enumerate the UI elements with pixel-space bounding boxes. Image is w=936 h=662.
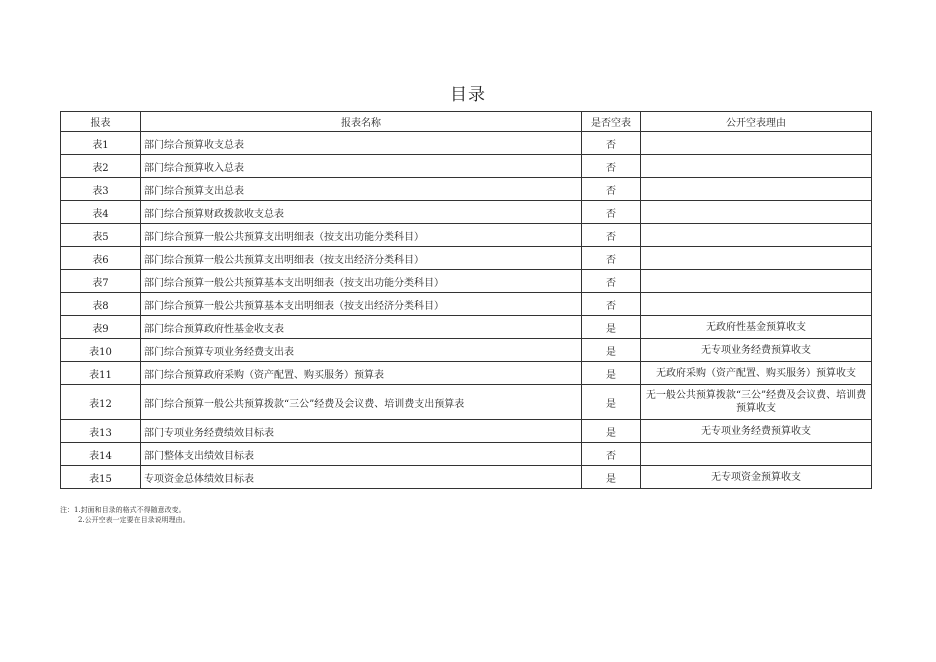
header-reason: 公开空表理由 [641,112,872,132]
row-reason: 无专项资金预算收支 [641,466,872,489]
row-empty-flag: 是 [582,339,641,362]
row-reason [641,178,872,201]
row-code: 表5 [61,224,141,247]
row-empty-flag: 否 [582,443,641,466]
row-code: 表1 [61,132,141,155]
header-name: 报表名称 [141,112,582,132]
row-reason [641,224,872,247]
row-empty-flag: 否 [582,178,641,201]
row-code: 表15 [61,466,141,489]
table-row [61,178,872,201]
header-row [61,112,872,132]
row-code: 表14 [61,443,141,466]
row-reason [641,247,872,270]
row-reason: 无政府性基金预算收支 [641,316,872,339]
row-empty-flag: 是 [582,385,641,420]
row-code: 表9 [61,316,141,339]
row-reason [641,132,872,155]
row-empty-flag: 否 [582,293,641,316]
row-reason [641,443,872,466]
row-reason [641,293,872,316]
row-empty-flag: 否 [582,224,641,247]
row-code: 表4 [61,201,141,224]
footnotes [60,505,190,525]
row-reason [641,270,872,293]
table-row [61,270,872,293]
row-code: 表10 [61,339,141,362]
row-name: 部门综合预算一般公共预算基本支出明细表（按支出经济分类科目） [141,293,582,316]
table-row [61,466,872,489]
row-name: 部门综合预算一般公共预算支出明细表（按支出功能分类科目） [141,224,582,247]
table-row [61,443,872,466]
row-empty-flag: 否 [582,155,641,178]
footnote-2: 2.公开空表一定要在目录说明理由。 [78,516,190,524]
row-name: 部门整体支出绩效目标表 [141,443,582,466]
table-row [61,420,872,443]
table-row [61,293,872,316]
row-code: 表3 [61,178,141,201]
row-name: 部门综合预算收入总表 [141,155,582,178]
row-code: 表2 [61,155,141,178]
row-code: 表6 [61,247,141,270]
row-name: 部门专项业务经费绩效目标表 [141,420,582,443]
row-code: 表11 [61,362,141,385]
footnote-1: 注：1.封面和目录的格式不得随意改变。 [60,506,186,514]
row-reason [641,201,872,224]
table-row [61,339,872,362]
table-row [61,201,872,224]
table-row [61,132,872,155]
row-name: 部门综合预算政府性基金收支表 [141,316,582,339]
row-reason: 无专项业务经费预算收支 [641,420,872,443]
row-reason: 无专项业务经费预算收支 [641,339,872,362]
row-name: 专项资金总体绩效目标表 [141,466,582,489]
header-code: 报表 [61,112,141,132]
contents-table [60,111,872,489]
row-empty-flag: 是 [582,466,641,489]
row-reason [641,155,872,178]
table-row [61,385,872,420]
table-row [61,155,872,178]
row-empty-flag: 否 [582,132,641,155]
row-empty-flag: 否 [582,270,641,293]
row-code: 表12 [61,385,141,420]
row-name: 部门综合预算一般公共预算基本支出明细表（按支出功能分类科目） [141,270,582,293]
row-empty-flag: 否 [582,247,641,270]
row-name: 部门综合预算一般公共预算拨款“三公”经费及会议费、培训费支出预算表 [141,385,582,420]
row-empty-flag: 是 [582,316,641,339]
row-code: 表7 [61,270,141,293]
header-empty: 是否空表 [582,112,641,132]
row-code: 表13 [61,420,141,443]
row-name: 部门综合预算收支总表 [141,132,582,155]
row-empty-flag: 是 [582,362,641,385]
row-empty-flag: 是 [582,420,641,443]
table-row [61,362,872,385]
row-name: 部门综合预算专项业务经费支出表 [141,339,582,362]
table-row [61,247,872,270]
row-name: 部门综合预算支出总表 [141,178,582,201]
row-empty-flag: 否 [582,201,641,224]
row-reason: 无一般公共预算拨款“三公”经费及会议费、培训费预算收支 [641,385,872,420]
row-code: 表8 [61,293,141,316]
table-row [61,224,872,247]
row-name: 部门综合预算一般公共预算支出明细表（按支出经济分类科目） [141,247,582,270]
row-name: 部门综合预算财政拨款收支总表 [141,201,582,224]
table-row [61,316,872,339]
page-title: 目录 [450,85,486,105]
row-reason: 无政府采购（资产配置、购买服务）预算收支 [641,362,872,385]
row-name: 部门综合预算政府采购（资产配置、购买服务）预算表 [141,362,582,385]
